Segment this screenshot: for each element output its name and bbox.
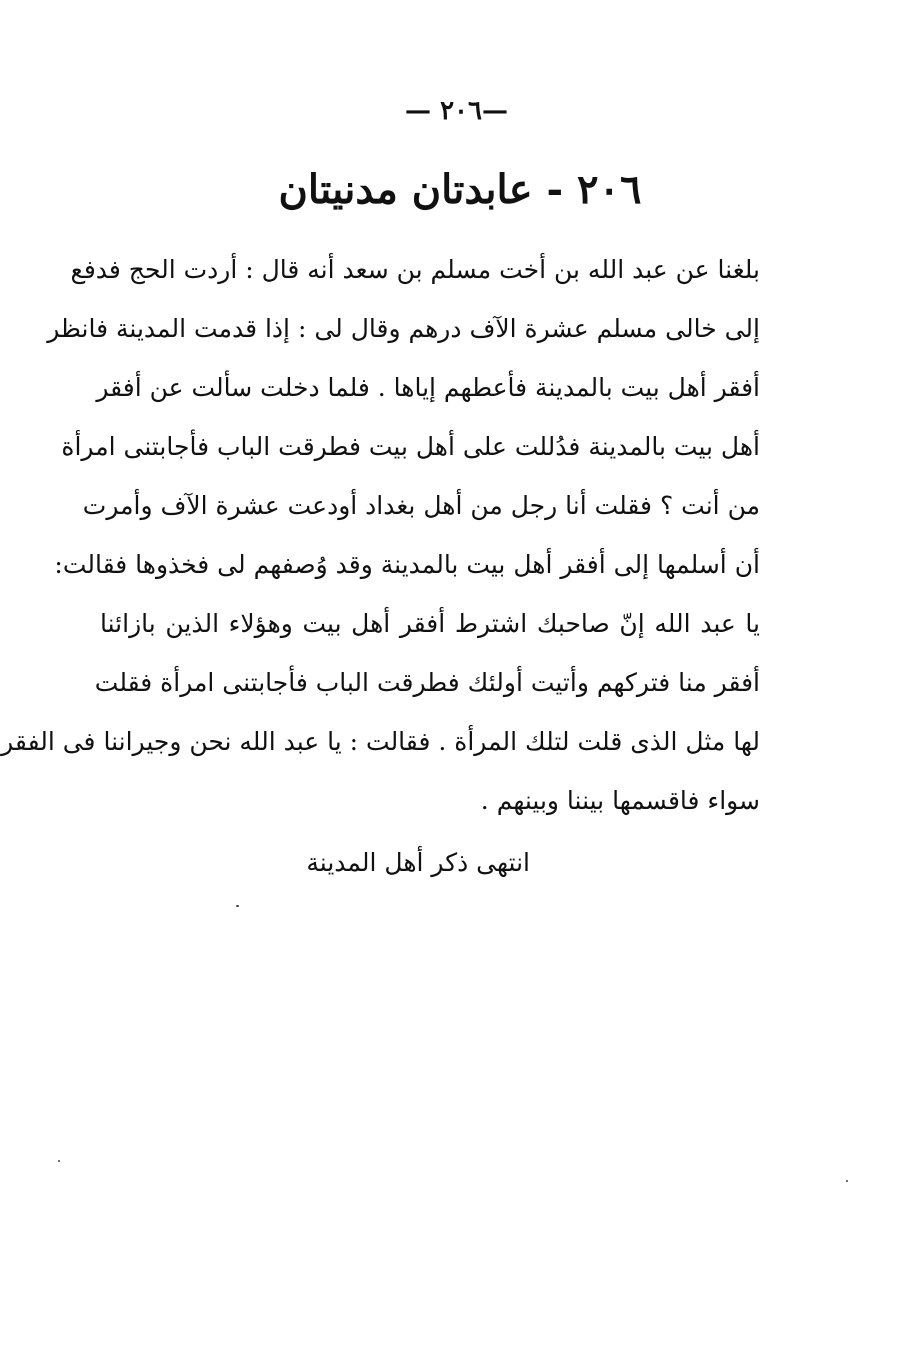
scan-speck: [236, 905, 239, 907]
text-line: لها مثل الذى قلت لتلك المرأة . فقالت : يا عبد الله نحن وجيراننا فى الفقر: [1, 727, 760, 756]
closing-note: انتهى ذكر أهل المدينة: [306, 848, 530, 877]
page-number: —٢٠٦ —: [405, 96, 508, 126]
body-text: [1, 240, 760, 830]
chapter-title: ٢٠٦ - عابدتان مدنيتان: [278, 166, 642, 213]
scan-speck: [846, 1180, 848, 1182]
text-line: أن أسلمها إلى أفقر أهل بيت بالمدينة وقد وُصفهم لى فخذوها فقالت:: [54, 550, 760, 579]
text-line: من أنت ؟ فقلت أنا رجل من أهل بغداد أودعت عشرة الآف وأمرت: [82, 491, 760, 520]
text-line: بلغنا عن عبد الله بن أخت مسلم بن سعد أنه قال : أردت الحج فدفع: [70, 255, 760, 284]
text-line: أفقر أهل بيت بالمدينة فأعطهم إياها . فلما دخلت سألت عن أفقر: [96, 373, 760, 402]
text-line: أهل بيت بالمدينة فدُللت على أهل بيت فطرقت الباب فأجابتنى امرأة: [61, 432, 760, 461]
scan-speck: [58, 1160, 60, 1162]
text-line: إلى خالى مسلم عشرة الآف درهم وقال لى : إذا قدمت المدينة فانظر: [47, 314, 760, 343]
text-line: أفقر منا فتركهم وأتيت أولئك فطرقت الباب فأجابتنى امرأة فقلت: [94, 668, 760, 697]
text-line-last: سواء فاقسمها بيننا وبينهم .: [480, 786, 760, 815]
text-line: يا عبد الله إنّ صاحبك اشترط أفقر أهل بيت وهؤلاء الذين بازائنا: [100, 609, 760, 638]
